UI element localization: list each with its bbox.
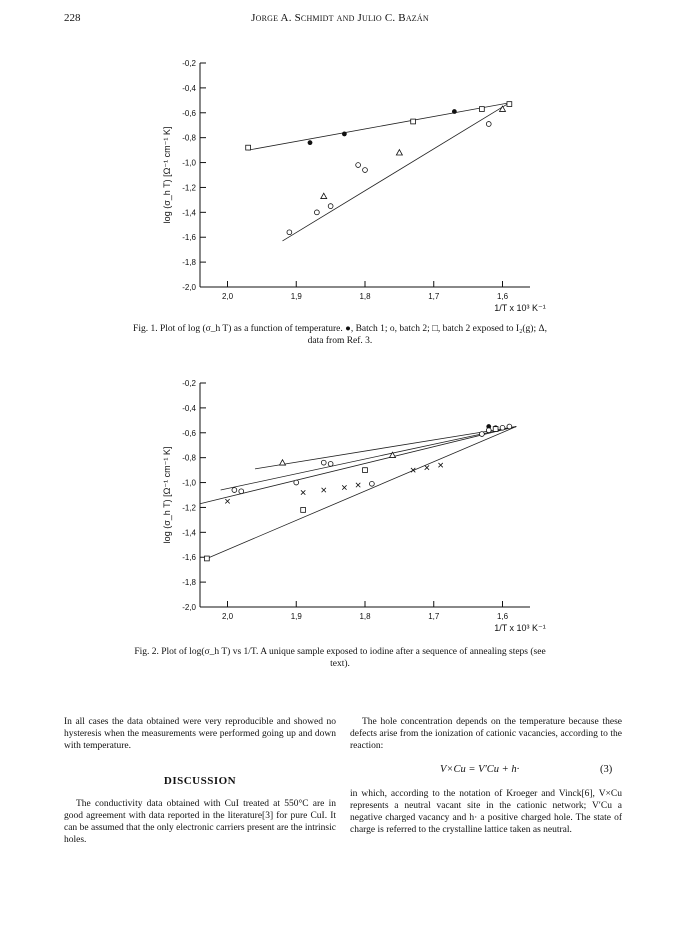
data-point-open-circle (369, 481, 374, 486)
right-column (350, 716, 622, 752)
x-tick-label: 1,8 (359, 292, 371, 301)
data-point-open-square (507, 102, 512, 107)
y-tick-label: -0,2 (182, 379, 196, 388)
data-point-open-triangle (396, 150, 402, 155)
y-tick-label: -0,2 (182, 59, 196, 68)
data-point-open-square (493, 427, 498, 432)
data-point-open-circle (328, 461, 333, 466)
fit-line (221, 427, 517, 490)
data-point-open-circle (232, 488, 237, 493)
y-tick-label: -2,0 (182, 283, 196, 292)
x-tick-label: 1,8 (359, 612, 371, 621)
x-tick-label: 1,7 (428, 292, 440, 301)
y-tick-label: -1,0 (182, 158, 196, 168)
y-tick-label: -0,8 (182, 133, 196, 143)
data-point-open-circle (507, 424, 512, 429)
x-tick-label: 1,6 (496, 612, 509, 621)
data-point-open-circle (500, 425, 505, 430)
left-paragraph-1: In all cases the data obtained were very reproducible and showed no hysteresis when the measurements were performed going up and down with temperature. (64, 717, 336, 751)
y-tick-label: -1,6 (182, 553, 196, 563)
data-point-open-square (204, 556, 209, 561)
data-point-cross (425, 465, 429, 469)
data-point-open-circle (486, 428, 491, 433)
data-point-open-circle (356, 163, 361, 168)
y-axis-label: log (σ_h T) [Ω⁻¹ cm⁻¹ K] (162, 126, 172, 224)
data-point-cross (342, 485, 346, 489)
running-header: Jorge A. Schmidt and Julio C. Bazán (251, 12, 429, 24)
data-point-open-triangle (280, 460, 286, 465)
y-tick-label: -0,8 (182, 453, 196, 463)
data-point-cross (301, 490, 305, 494)
data-point-cross (225, 499, 229, 503)
y-tick-label: -1,8 (182, 578, 196, 588)
y-tick-label: -1,4 (182, 528, 196, 538)
x-tick-label: 1,7 (428, 612, 440, 621)
figure-2-caption-line-1: Fig. 2. Plot of log(σ_h T) vs 1/T. A unique sample exposed to iodine after a sequence of annealing steps (see (134, 647, 546, 657)
y-tick-label: -0,6 (182, 428, 196, 438)
data-point-open-circle (363, 168, 368, 173)
equation: V×Cu = V′Cu + h· (440, 764, 520, 775)
figure-2-caption-line-2: text). (330, 659, 350, 669)
equation-number: (3) (600, 764, 613, 775)
x-axis-label: 1/T x 10³ K⁻¹ (494, 623, 546, 633)
left-column-lower (64, 798, 336, 846)
left-paragraph-2: The conductivity data obtained with CuI treated at 550°C are in good agreement with data reported in the literature[3] for pure CuI. It can be assumed that the only electronic carriers present are the intrinsic holes. (64, 799, 336, 845)
figure-1-caption-line-2: data from Ref. 3. (307, 336, 373, 346)
right-paragraph-2: in which, according to the notation of Kroeger and Vinck[6], V×Cu represents a neutral vacant site in the cationic network; V′Cu a negative charged vacancy and h· a positive charged hole. The state of charge is referred to the crystalline lattice taken as neutral. (350, 789, 622, 835)
figure-2-caption (70, 646, 610, 670)
x-tick-label: 1,6 (496, 292, 509, 301)
data-point-open-circle (486, 122, 491, 127)
y-tick-label: -0,4 (182, 83, 196, 93)
x-tick-label: 2,0 (221, 612, 234, 621)
data-point-filled-circle (308, 140, 313, 145)
data-point-open-square (246, 145, 251, 150)
data-point-open-circle (328, 204, 333, 209)
data-point-filled-circle (342, 132, 347, 137)
y-tick-label: -1,4 (182, 208, 196, 218)
y-tick-label: -2,0 (182, 603, 196, 612)
x-tick-label: 1,9 (290, 292, 302, 301)
page-number: 228 (64, 12, 81, 24)
data-point-open-circle (314, 210, 319, 215)
data-point-open-square (301, 508, 306, 513)
y-tick-label: -1,2 (182, 183, 196, 193)
data-point-open-square (411, 119, 416, 124)
x-tick-label: 2,0 (221, 292, 234, 301)
data-point-open-circle (321, 460, 326, 465)
y-tick-label: -1,2 (182, 503, 196, 513)
data-point-cross (322, 488, 326, 492)
x-tick-label: 1,9 (290, 612, 302, 621)
y-tick-label: -0,4 (182, 403, 196, 413)
y-tick-label: -1,6 (182, 233, 196, 243)
data-point-cross (438, 463, 442, 467)
data-point-open-circle (287, 230, 292, 235)
data-point-open-square (479, 107, 484, 112)
left-column (64, 716, 336, 752)
discussion-heading: DISCUSSION (163, 775, 237, 787)
data-point-filled-circle (452, 109, 457, 114)
data-point-cross (356, 483, 360, 487)
y-axis-label: log (σ_h T) [Ω⁻¹ cm⁻¹ K] (162, 446, 172, 544)
data-point-open-triangle (321, 193, 327, 198)
y-tick-label: -1,8 (182, 258, 196, 268)
fit-line (255, 427, 516, 469)
data-point-open-square (363, 468, 368, 473)
figure-1 (150, 55, 570, 315)
figure-1-caption-line-1: Fig. 1. Plot of log (σ_h T) as a function of temperature. ●, Batch 1; o, batch 2; □, batch 2 exposed to I₂(g); Δ, (133, 324, 547, 334)
fit-line (207, 427, 516, 559)
figure-2 (150, 375, 570, 635)
right-column-lower (350, 788, 622, 836)
y-tick-label: -1,0 (182, 478, 196, 488)
fit-line (200, 427, 516, 504)
data-point-open-circle (479, 432, 484, 437)
y-tick-label: -0,6 (182, 108, 196, 118)
right-paragraph-1: The hole concentration depends on the temperature because these defects arise from the ionization of cationic vacancies, according to the reaction: (350, 717, 622, 751)
data-point-open-circle (294, 480, 299, 485)
figure-1-caption (70, 323, 610, 347)
x-axis-label: 1/T x 10³ K⁻¹ (494, 303, 546, 313)
data-point-open-circle (239, 489, 244, 494)
